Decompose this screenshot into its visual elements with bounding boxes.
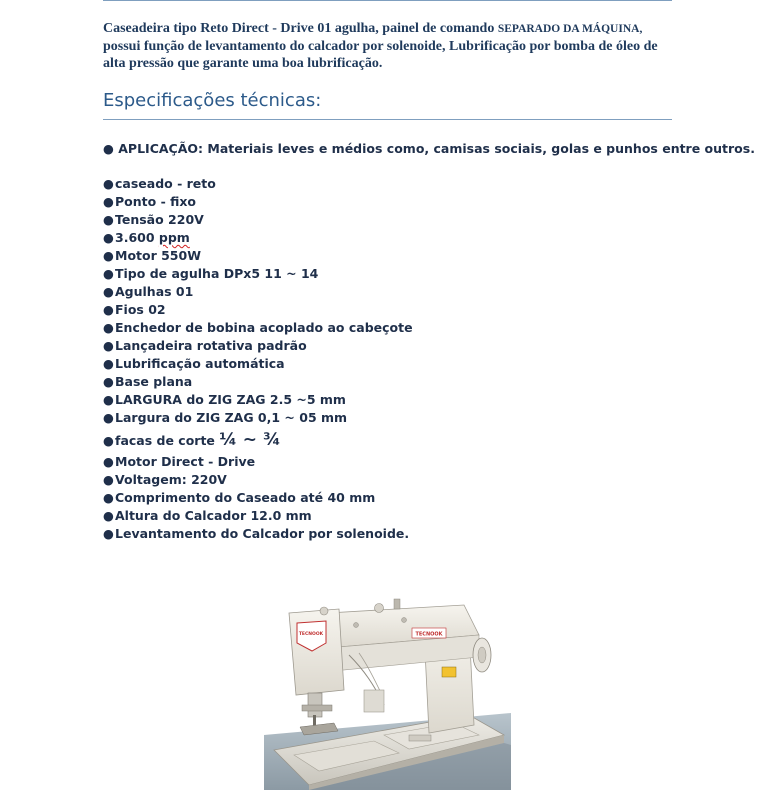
spellcheck-word: ppm xyxy=(158,230,190,245)
spec-item: ●facas de corte ¼ ~ ¾ xyxy=(103,427,413,453)
intro-text-a: Caseadeira tipo Reto Direct - Drive 01 agulha, painel de comando xyxy=(103,21,498,36)
spec-item: ●Motor Direct - Drive xyxy=(103,454,256,469)
bullet-icon: ● xyxy=(103,454,114,469)
spec-list xyxy=(103,175,413,543)
spec-item: ●Voltagem: 220V xyxy=(103,472,227,487)
intro-text-b: possui função de levantamento do calcador por solenoide, Lubrificação por bomba de óleo de alta pressão que garante uma boa lubrificação. xyxy=(103,39,658,71)
spec-item: ●Altura do Calcador 12.0 mm xyxy=(103,508,312,523)
spec-item: ●Fios 02 xyxy=(103,302,166,317)
arm-brand-label: TECNOOK xyxy=(415,631,443,638)
spec-item: ●LARGURA do ZIG ZAG 2.5 ~5 mm xyxy=(103,392,346,407)
intro-paragraph xyxy=(103,20,678,72)
spec-item: ●Enchedor de bobina acoplado ao cabeçote xyxy=(103,320,413,335)
bullet-icon: ● xyxy=(103,410,114,425)
spec-item: ●3.600 ppm xyxy=(103,230,190,245)
spec-item: ●Lubrificação automática xyxy=(103,356,285,371)
top-divider xyxy=(103,0,672,1)
spec-item: ●Comprimento do Caseado até 40 mm xyxy=(103,490,376,505)
bullet-icon: ● xyxy=(103,433,114,448)
spec-item: ●Motor 550W xyxy=(103,248,201,263)
bullet-icon: ● xyxy=(103,490,114,505)
bullet-icon: ● xyxy=(103,266,114,281)
bullet-icon: ● xyxy=(103,374,114,389)
spec-item: ●Tensão 220V xyxy=(103,212,204,227)
bullet-icon: ● xyxy=(103,320,114,335)
spec-item: ●Levantamento do Calcador por solenoide. xyxy=(103,526,410,541)
bullet-icon: ● xyxy=(103,230,114,245)
bullet-icon: ● xyxy=(103,472,114,487)
bullet-icon: ● xyxy=(103,392,114,407)
bullet-icon: ● xyxy=(103,176,114,191)
application-line: ● APLICAÇÃO: Materiais leves e médios como, camisas sociais, golas e punhos entre outros. xyxy=(103,141,755,156)
spec-item: ●Ponto - fixo xyxy=(103,194,197,209)
spec-item: ●Lançadeira rotativa padrão xyxy=(103,338,307,353)
bullet-icon: ● xyxy=(103,284,114,299)
heading-divider xyxy=(103,119,672,120)
bullet-icon: ● xyxy=(103,508,114,523)
spec-item: ●Tipo de agulha DPx5 11 ~ 14 xyxy=(103,266,319,281)
spec-item: ●Agulhas 01 xyxy=(103,284,194,299)
spec-item: ●Largura do ZIG ZAG 0,1 ~ 05 mm xyxy=(103,410,348,425)
bullet-icon: ● xyxy=(103,356,114,371)
spec-item: ●caseado - reto xyxy=(103,176,216,191)
bullet-icon: ● xyxy=(103,248,114,263)
sewing-machine-photo xyxy=(264,595,511,790)
bullet-icon: ● xyxy=(103,338,114,353)
bullet-icon: ● xyxy=(103,302,114,317)
spec-heading: Especificações técnicas: xyxy=(103,90,322,111)
bullet-icon: ● xyxy=(103,526,114,541)
spec-item: ●Base plana xyxy=(103,374,193,389)
fraction-text: ¼ ~ ¾ xyxy=(219,430,281,450)
bullet-icon: ● xyxy=(103,212,114,227)
intro-text-caps: SEPARADO DA MÁQUINA, xyxy=(497,23,643,35)
bullet-icon: ● xyxy=(103,194,114,209)
head-brand-label: TECNOOK xyxy=(298,632,324,637)
